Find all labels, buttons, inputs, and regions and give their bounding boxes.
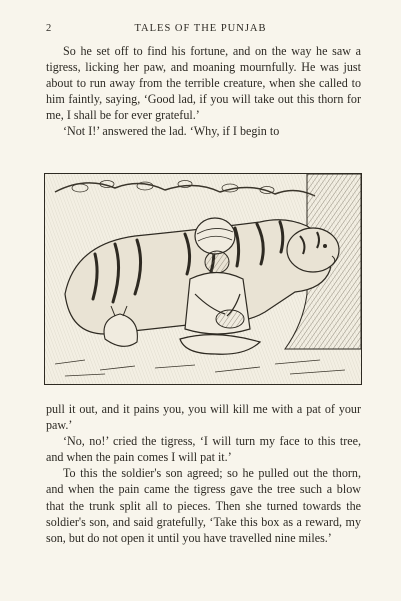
- paragraph: ‘No, no!’ cried the tigress, ‘I will turn my face to this tree, and when the pain comes I will pat it.’: [46, 434, 361, 465]
- running-title: TALES OF THE PUNJAB: [134, 23, 267, 34]
- page-header: [46, 23, 355, 37]
- paragraph: ‘Not I!’ answered the lad. ‘Why, if I begin to: [63, 124, 280, 139]
- paragraph: So he set off to find his fortune, and on the way he saw a tigress, licking her paw, and moaning mournfully. He was just about to run away from the terrible creature, when she called to him faintly, saying, ‘Good lad, if you will take out this thorn for me, I shall be for ever grateful.’: [46, 44, 361, 123]
- text-block-top: [46, 43, 361, 140]
- paragraph: pull it out, and it pains you, you will kill me with a pat of your paw.’: [46, 402, 361, 433]
- text-block-bottom: [46, 401, 361, 546]
- paragraph: To this the soldier's son agreed; so he pulled out the thorn, and when the pain came the tigress gave the tree such a blow that the trunk split all to pieces. Then she turned towards the soldier's son, and said gratefully, ‘Take this box as a reward, my son, but do not open it until you have travelled nine miles.’: [46, 466, 361, 545]
- tigress-and-boy-illustration: [44, 173, 362, 385]
- page-number: 2: [46, 23, 53, 34]
